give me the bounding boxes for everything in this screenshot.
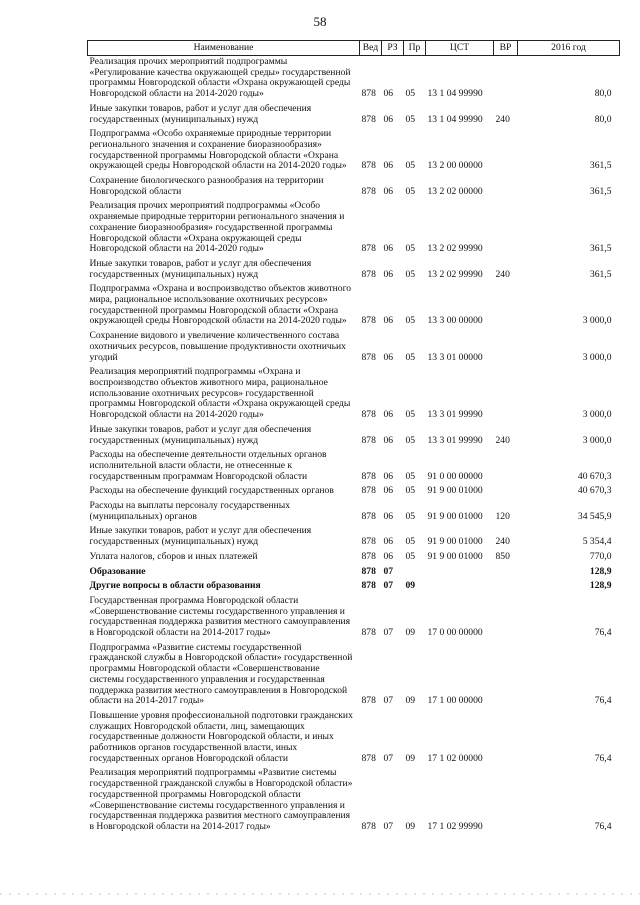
table-row xyxy=(88,767,620,835)
header-rz: РЗ xyxy=(382,41,404,56)
row-name: Сохранение биологического разнообразия на территории Новгородской области xyxy=(89,175,324,197)
row-ved: 878 xyxy=(361,315,376,327)
table-row xyxy=(88,175,620,200)
row-name: Подпрограмма «Охрана и воспроизводство объектов животного мира, рациональное использование охотничьих ресурсов» государственной программы Новгородской области «Охрана окружающей среды Новгородской области на 2014-2020 годы» xyxy=(89,283,352,327)
budget-table xyxy=(87,40,620,836)
row-pr: 09 xyxy=(405,580,416,592)
row-pr xyxy=(404,566,426,581)
row-ved: 878 xyxy=(361,351,376,363)
row-name: Иные закупки товаров, работ и услуг для обеспечения государственных (муниципальных) нужд xyxy=(89,423,312,446)
row-cst: 17 1 02 99990 xyxy=(427,821,483,832)
table-row xyxy=(88,200,620,258)
row-pr: 05 xyxy=(405,351,416,363)
row-pr: 09 xyxy=(405,627,416,639)
row-name: Реализация мероприятий подпрограммы «Развитие системы государственной гражданской службы в Новгородской области» государственной программы Новгородской области «Совершенствование системы государственного управления и государственная поддержка развития местного самоуправления в Новгородской области на 2014-2017 годы» xyxy=(89,767,353,832)
table-row xyxy=(88,128,620,175)
row-ved: 878 xyxy=(361,160,376,172)
table-row xyxy=(88,642,620,710)
row-cst: 91 0 00 00000 xyxy=(427,470,483,482)
row-pr: 05 xyxy=(405,160,416,172)
row-ved: 878 xyxy=(361,470,376,482)
row-amount: 80,0 xyxy=(594,113,612,125)
row-pr: 05 xyxy=(405,536,416,548)
row-vr xyxy=(494,485,518,500)
row-amount: 5 354,4 xyxy=(582,536,612,548)
table-row xyxy=(88,258,620,283)
row-cst: 13 1 04 99990 xyxy=(427,88,483,100)
row-rz: 07 xyxy=(383,580,394,592)
row-ved: 878 xyxy=(361,434,376,446)
row-pr: 05 xyxy=(405,315,416,327)
row-amount: 361,5 xyxy=(589,243,612,255)
table-row xyxy=(88,424,620,449)
row-amount: 3 000,0 xyxy=(582,409,612,421)
row-vr xyxy=(494,175,518,200)
row-amount: 76,4 xyxy=(594,821,612,832)
row-cst: 13 2 00 00000 xyxy=(427,160,483,172)
row-rz: 06 xyxy=(383,536,394,548)
row-name: Повышение уровня профессиональной подготовки гражданских служащих Новгородской области, лиц, замещающих государственные должности Новгородской области, и иных работников органов государственной власти, иных государственных органов Новгородской области xyxy=(89,709,353,764)
row-pr: 05 xyxy=(405,268,416,280)
row-ved: 878 xyxy=(361,113,376,125)
row-name: Иные закупки товаров, работ и услуг для обеспечения государственных (муниципальных) нужд xyxy=(89,102,312,125)
row-cst: 13 3 01 00000 xyxy=(427,351,483,363)
row-vr: 240 xyxy=(495,268,510,280)
row-cst: 91 9 00 01000 xyxy=(427,550,483,562)
table-header-row xyxy=(88,41,620,56)
row-cst: 13 3 00 00000 xyxy=(427,315,483,327)
row-pr: 09 xyxy=(405,752,416,764)
row-vr: 120 xyxy=(495,510,510,522)
table-body xyxy=(88,56,620,836)
row-name: Подпрограмма «Развитие системы государственной гражданской службы в Новгородской области» государственной программы Новгородской области «Совершенствование системы государственного управления и государственная поддержка развития местного самоуправления в Новгородской области на 2014-2017 годы» xyxy=(89,641,353,707)
row-vr xyxy=(494,200,518,258)
row-rz: 07 xyxy=(383,565,394,577)
row-vr xyxy=(494,56,518,103)
table-row xyxy=(88,330,620,366)
row-pr: 05 xyxy=(405,470,416,482)
row-pr: 05 xyxy=(405,88,416,100)
header-pr: Пр xyxy=(404,41,426,56)
row-name: Реализация мероприятий подпрограммы «Охрана и воспроизводство объектов животного мира, рациональное использование охотничьих ресурсов» государственной программы Новгородской области «Охрана окружающей среды Новгородской области на 2014-2020 годы» xyxy=(89,366,351,421)
row-name: Иные закупки товаров, работ и услуг для обеспечения государственных (муниципальных) нужд xyxy=(89,525,312,548)
row-pr: 05 xyxy=(405,185,416,197)
table-row xyxy=(88,56,620,103)
row-pr: 09 xyxy=(405,695,416,707)
row-ved: 878 xyxy=(361,185,376,197)
row-amount: 40 670,3 xyxy=(577,485,612,497)
table-row xyxy=(88,103,620,128)
row-vr xyxy=(494,449,518,485)
header-vr: ВР xyxy=(494,41,518,56)
row-amount: 361,5 xyxy=(589,160,612,172)
row-pr: 05 xyxy=(405,113,416,125)
row-cst: 17 1 00 00000 xyxy=(427,695,483,707)
row-cst: 17 0 00 00000 xyxy=(427,627,483,639)
row-ved: 878 xyxy=(361,485,376,497)
row-vr xyxy=(494,330,518,366)
row-amount: 40 670,3 xyxy=(577,470,612,482)
row-amount: 361,5 xyxy=(589,268,612,280)
table-row xyxy=(88,283,620,330)
row-ved: 878 xyxy=(361,536,376,548)
row-cst: 91 9 00 01000 xyxy=(427,536,483,548)
row-rz: 06 xyxy=(383,185,394,197)
page-number: 58 xyxy=(313,14,327,29)
row-ved: 878 xyxy=(361,243,376,255)
table-row xyxy=(88,580,620,595)
row-pr: 05 xyxy=(405,510,416,522)
row-rz: 06 xyxy=(383,351,394,363)
table-row xyxy=(88,366,620,424)
row-cst: 13 3 01 99990 xyxy=(427,434,483,446)
row-rz: 06 xyxy=(383,268,394,280)
row-rz: 06 xyxy=(383,409,394,421)
row-ved: 878 xyxy=(361,268,376,280)
row-cst: 17 1 02 00000 xyxy=(427,752,483,764)
row-vr: 240 xyxy=(495,536,510,548)
row-amount: 34 545,9 xyxy=(577,510,612,522)
row-name: Расходы на обеспечение деятельности отдельных органов исполнительной власти области, не отнесенные к государственным программам Новгородской области xyxy=(89,449,327,482)
row-cst: 91 9 00 01000 xyxy=(427,485,483,497)
row-rz: 06 xyxy=(383,485,394,497)
row-amount: 128,9 xyxy=(589,580,612,592)
row-name: Расходы на обеспечение функций государственных органов xyxy=(89,485,334,497)
row-pr: 05 xyxy=(405,243,416,255)
row-rz: 06 xyxy=(383,434,394,446)
row-vr xyxy=(494,128,518,175)
row-name: Иные закупки товаров, работ и услуг для обеспечения государственных (муниципальных) нужд xyxy=(89,257,312,280)
table-row xyxy=(88,500,620,525)
row-name: Реализация прочих мероприятий подпрограммы «Особо охраняемые природные территории регионального значения и сохранение биоразнообразия» государственной программы Новгородской области «Охрана окружающей среды Новгородской области на 2014-2020 годы» xyxy=(89,200,345,255)
row-rz: 06 xyxy=(383,470,394,482)
row-cst: 13 3 01 99990 xyxy=(427,409,483,421)
row-ved: 878 xyxy=(361,565,376,577)
row-amount: 3 000,0 xyxy=(582,434,612,446)
row-cst xyxy=(426,566,494,581)
row-vr xyxy=(494,566,518,581)
row-rz: 06 xyxy=(383,160,394,172)
row-pr: 05 xyxy=(405,409,416,421)
row-amount: 770,0 xyxy=(589,550,612,562)
row-cst xyxy=(426,580,494,595)
row-vr: 850 xyxy=(495,550,510,562)
row-name: Уплата налогов, сборов и иных платежей xyxy=(89,550,258,562)
row-vr xyxy=(494,767,518,835)
row-amount: 76,4 xyxy=(594,627,612,639)
row-cst: 13 2 02 99990 xyxy=(427,243,483,255)
table-row xyxy=(88,595,620,642)
row-cst: 13 2 02 99990 xyxy=(427,268,483,280)
scan-noise xyxy=(0,893,640,895)
row-name: Сохранение видового и увеличение количественного состава охотничьих ресурсов, повышение продуктивности охотничьих угодий xyxy=(89,330,346,363)
row-amount: 3 000,0 xyxy=(582,351,612,363)
row-vr xyxy=(494,595,518,642)
row-rz: 06 xyxy=(383,243,394,255)
row-amount: 361,5 xyxy=(589,185,612,197)
table-row xyxy=(88,525,620,550)
row-vr: 240 xyxy=(495,434,510,446)
row-rz: 07 xyxy=(383,627,394,639)
row-pr: 05 xyxy=(405,550,416,562)
row-amount: 76,4 xyxy=(594,752,612,764)
row-rz: 07 xyxy=(383,752,394,764)
row-vr xyxy=(494,366,518,424)
row-pr: 05 xyxy=(405,485,416,497)
row-name: Образование xyxy=(89,565,146,577)
row-pr: 09 xyxy=(405,821,416,832)
row-name: Реализация прочих мероприятий подпрограммы «Регулирование качества окружающей среды» государственной программы Новгородской области «Охрана окружающей среды Новгородской области на 2014-2020 годы» xyxy=(89,56,351,100)
row-name: Государственная программа Новгородской области «Совершенствование системы государственного управления и государственная поддержка развития местного самоуправления в Новгородской области на 2014-2017 годы» xyxy=(89,594,351,639)
row-name: Расходы на выплаты персоналу государственных (муниципальных) органов xyxy=(89,500,291,522)
row-ved: 878 xyxy=(361,752,376,764)
row-vr xyxy=(494,642,518,710)
row-ved: 878 xyxy=(361,409,376,421)
row-rz: 07 xyxy=(383,695,394,707)
row-name: Подпрограмма «Особо охраняемые природные территории регионального значения и сохранение биоразнообразия» государственной программы Новгородской области «Охрана окружающей среды Новгородской области на 2014-2020 годы» xyxy=(89,128,347,172)
table-row xyxy=(88,449,620,485)
row-rz: 06 xyxy=(383,550,394,562)
header-name: Наименование xyxy=(88,41,360,56)
row-ved: 878 xyxy=(361,821,376,832)
row-ved: 878 xyxy=(361,627,376,639)
row-amount: 3 000,0 xyxy=(582,315,612,327)
header-ved: Вед xyxy=(360,41,382,56)
row-cst: 91 9 00 01000 xyxy=(427,510,483,522)
row-ved: 878 xyxy=(361,510,376,522)
row-cst: 13 1 04 99990 xyxy=(427,113,483,125)
row-amount: 80,0 xyxy=(594,88,612,100)
row-vr xyxy=(494,580,518,595)
header-cst: ЦСТ xyxy=(426,41,494,56)
row-rz: 06 xyxy=(383,113,394,125)
header-year: 2016 год xyxy=(518,41,620,56)
row-vr: 240 xyxy=(495,113,510,125)
row-vr xyxy=(494,283,518,330)
row-ved: 878 xyxy=(361,580,376,592)
table-row xyxy=(88,710,620,768)
row-rz: 06 xyxy=(383,88,394,100)
row-amount: 128,9 xyxy=(589,565,612,577)
row-ved: 878 xyxy=(361,695,376,707)
row-cst: 13 2 02 00000 xyxy=(427,185,483,197)
table-row xyxy=(88,551,620,566)
row-vr xyxy=(494,710,518,768)
row-amount: 76,4 xyxy=(594,695,612,707)
row-name: Другие вопросы в области образования xyxy=(89,580,261,592)
row-rz: 06 xyxy=(383,510,394,522)
row-pr: 05 xyxy=(405,434,416,446)
row-ved: 878 xyxy=(361,88,376,100)
table-row xyxy=(88,566,620,581)
row-rz: 06 xyxy=(383,315,394,327)
row-rz: 07 xyxy=(383,821,394,832)
row-ved: 878 xyxy=(361,550,376,562)
table-row xyxy=(88,485,620,500)
